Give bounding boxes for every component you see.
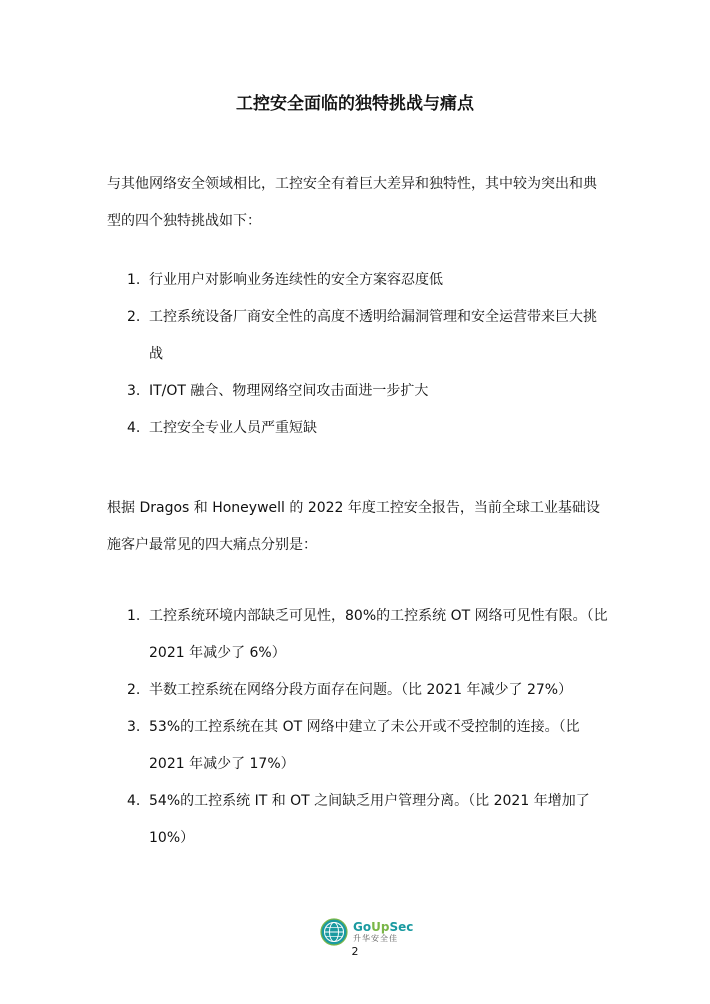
list-item-text: 行业用户对影响业务连续性的安全方案容忍度低 [149, 272, 443, 288]
logo-tagline: 升华安全佳 [353, 934, 398, 943]
list-item [0, 783, 710, 857]
goupsec-logo [320, 918, 430, 946]
page-title: 工控安全面临的独特挑战与痛点 [236, 94, 474, 114]
list-item [0, 410, 710, 447]
list-item-text: 54%的工控系统 IT 和 OT 之间缺乏用户管理分离。（比 2021 年增加了 10%） [149, 793, 590, 846]
page-number: 2 [351, 945, 359, 958]
report-intro-paragraph: 根据 Dragos 和 Honeywell 的 2022 年度工控安全报告，当前全球工业基础设施客户最常见的四大痛点分别是： [107, 500, 600, 553]
logo-brand-name [353, 920, 413, 934]
intro-paragraph: 与其他网络安全领域相比，工控安全有着巨大差异和独特性，其中较为突出和典型的四个独特挑战如下： [107, 176, 597, 229]
list-item-text: 工控系统设备厂商安全性的高度不透明给漏洞管理和安全运营带来巨大挑战 [149, 309, 597, 362]
list-item [0, 672, 710, 709]
logo-brand-go: Go [353, 920, 372, 934]
list-item-text: 53%的工控系统在其 OT 网络中建立了未公开或不受控制的连接。（比 2021 年减少了 17%） [149, 719, 580, 772]
list-item-text: IT/OT 融合、物理网络空间攻击面进一步扩大 [149, 383, 429, 399]
globe-logo-icon [320, 918, 348, 946]
list-item-number: 4. [127, 793, 141, 809]
list-item [0, 709, 710, 783]
list-item [0, 262, 710, 299]
list-item-text: 工控安全专业人员严重短缺 [149, 420, 317, 436]
list-item-number: 2. [127, 309, 141, 325]
list-item-number: 3. [127, 383, 141, 399]
list-item-number: 1. [127, 272, 141, 288]
list-item-text: 工控系统环境内部缺乏可见性，80%的工控系统 OT 网络可见性有限。（比 2021 年减少了 6%） [149, 608, 608, 661]
challenges-list [0, 262, 710, 447]
list-item-number: 3. [127, 719, 141, 735]
logo-brand-sec: Sec [389, 920, 414, 934]
list-item-number: 1. [127, 608, 141, 624]
list-item-number: 2. [127, 682, 141, 698]
list-item [0, 299, 710, 373]
list-item [0, 373, 710, 410]
list-item-text: 半数工控系统在网络分段方面存在问题。（比 2021 年减少了 27%） [149, 682, 573, 698]
list-item-number: 4. [127, 420, 141, 436]
list-item [0, 598, 710, 672]
logo-brand-up: Up [371, 920, 390, 934]
pain-points-list [0, 598, 710, 857]
